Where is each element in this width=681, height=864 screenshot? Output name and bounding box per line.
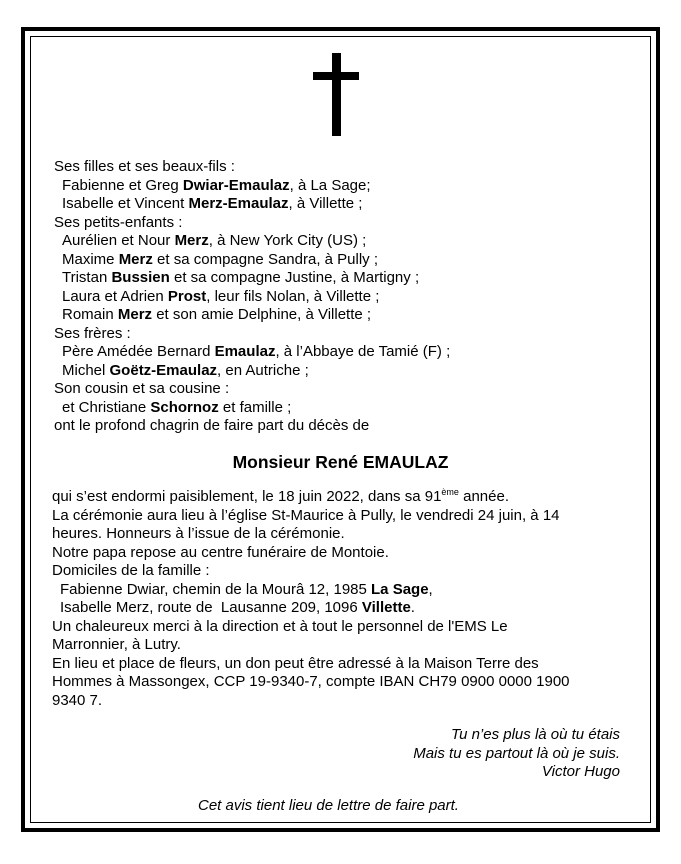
bold-name: Merz	[117, 306, 153, 323]
text-segment: Laura et Adrien	[62, 287, 168, 305]
details-line	[52, 673, 570, 692]
family-line	[54, 158, 450, 177]
footer-note: Cet avis tient lieu de lettre de faire part.	[198, 797, 459, 814]
text-segment: Isabelle et Vincent	[62, 195, 189, 212]
details-line	[52, 488, 570, 507]
text-segment: et Christiane	[62, 398, 151, 416]
text-segment: , en Autriche ;	[217, 361, 309, 379]
family-line	[54, 362, 450, 381]
text-segment: Isabelle Merz, route de Lausanne 209, 1096	[60, 599, 362, 616]
text-segment: 9340 7.	[52, 691, 103, 709]
text-segment: année.	[458, 488, 509, 505]
bold-name: Villette	[361, 599, 411, 616]
bold-name: Bussien	[111, 269, 170, 286]
text-segment: Son cousin et sa cousine :	[54, 380, 230, 397]
text-segment: Ses frères :	[54, 324, 131, 342]
text-segment: qui s’est endormi paisiblement, le 18 juin 2022, dans sa 91	[52, 488, 442, 505]
text-segment: , à New York City (US) ;	[208, 232, 367, 249]
details-line	[52, 599, 570, 618]
family-line	[54, 214, 450, 233]
text-segment: heures. Honneurs à l’issue de la cérémonie.	[52, 525, 345, 542]
family-line	[54, 343, 450, 362]
bold-name: Merz-Emaulaz	[188, 195, 289, 212]
family-line	[54, 325, 450, 344]
quote	[413, 726, 620, 782]
bold-name: Dwiar-Emaulaz	[182, 176, 290, 194]
text-segment: Un chaleureux merci à la direction et à tout le personnel de l'EMS Le	[52, 617, 508, 635]
text-segment: Père Amédée Bernard	[62, 343, 215, 360]
text-segment: .	[410, 599, 415, 616]
family-line	[54, 177, 450, 196]
bold-name: Merz	[174, 232, 209, 249]
details-line	[52, 636, 570, 655]
bold-name: Schornoz	[150, 398, 219, 416]
cross-vertical-bar	[332, 53, 341, 136]
text-segment: Aurélien et Nour	[62, 232, 175, 249]
family-line	[54, 380, 450, 399]
family-line	[54, 399, 450, 418]
text-segment: Ses filles et ses beaux-fils :	[54, 158, 235, 175]
text-segment: et sa compagne Sandra, à Pully ;	[152, 250, 379, 268]
text-segment: Ses petits-enfants :	[54, 213, 183, 231]
bold-name: Emaulaz	[214, 343, 276, 360]
details-line	[52, 507, 570, 526]
deceased-name: Monsieur René EMAULAZ	[232, 452, 449, 472]
text-segment: et sa compagne Justine, à Martigny ;	[169, 269, 420, 286]
text-segment: et son amie Delphine, à Villette ;	[152, 306, 372, 323]
family-line	[54, 306, 450, 325]
family-line	[54, 269, 450, 288]
text-segment: Michel	[62, 361, 110, 379]
family-list	[54, 158, 450, 436]
text-segment: , leur fils Nolan, à Villette ;	[206, 287, 380, 305]
details-line	[52, 655, 570, 674]
quote-author: Victor Hugo	[541, 763, 620, 780]
family-line	[54, 195, 450, 214]
details-line	[52, 618, 570, 637]
text-segment: Domiciles de la famille :	[52, 562, 210, 579]
details-line	[52, 581, 570, 600]
quote-line: Tu n’es plus là où tu étais	[451, 726, 620, 743]
cross-horizontal-bar	[313, 72, 359, 80]
details-line	[52, 525, 570, 544]
text-segment: La cérémonie aura lieu à l’église St-Maurice à Pully, le vendredi 24 juin, à 14	[52, 506, 560, 524]
family-line	[54, 417, 450, 436]
text-segment: Notre papa repose au centre funéraire de Montoie.	[52, 543, 389, 561]
quote-line: Mais tu es partout là où je suis.	[413, 744, 620, 762]
text-segment: Romain	[62, 306, 118, 323]
text-segment: ,	[428, 580, 433, 598]
details-line	[52, 692, 570, 711]
family-line	[54, 251, 450, 270]
ceremony-details	[52, 488, 570, 710]
text-segment: Fabienne Dwiar, chemin de la Mourâ 12, 1985	[60, 580, 372, 598]
text-segment: , à l’Abbaye de Tamié (F) ;	[275, 343, 451, 360]
bold-name: Merz	[118, 250, 153, 268]
family-line	[54, 288, 450, 307]
family-line	[54, 232, 450, 251]
details-line	[52, 544, 570, 563]
text-segment: Hommes à Massongex, CCP 19-9340-7, compte IBAN CH79 0900 0000 1900	[52, 673, 570, 690]
text-segment: Tristan	[62, 269, 112, 286]
text-segment: ont le profond chagrin de faire part du décès de	[54, 417, 370, 434]
bold-name: La Sage	[371, 580, 429, 598]
text-segment: et famille ;	[218, 398, 292, 416]
superscript: ème	[441, 487, 459, 497]
details-line	[52, 562, 570, 581]
text-segment: Maxime	[62, 250, 119, 268]
text-segment: Fabienne et Greg	[62, 176, 183, 194]
text-segment: , à Villette ;	[288, 195, 363, 212]
bold-name: Goëtz-Emaulaz	[109, 361, 218, 379]
bold-name: Prost	[167, 287, 207, 305]
text-segment: En lieu et place de fleurs, un don peut être adressé à la Maison Terre des	[52, 654, 539, 672]
text-segment: , à La Sage;	[289, 176, 371, 194]
text-segment: Marronnier, à Lutry.	[52, 636, 181, 653]
